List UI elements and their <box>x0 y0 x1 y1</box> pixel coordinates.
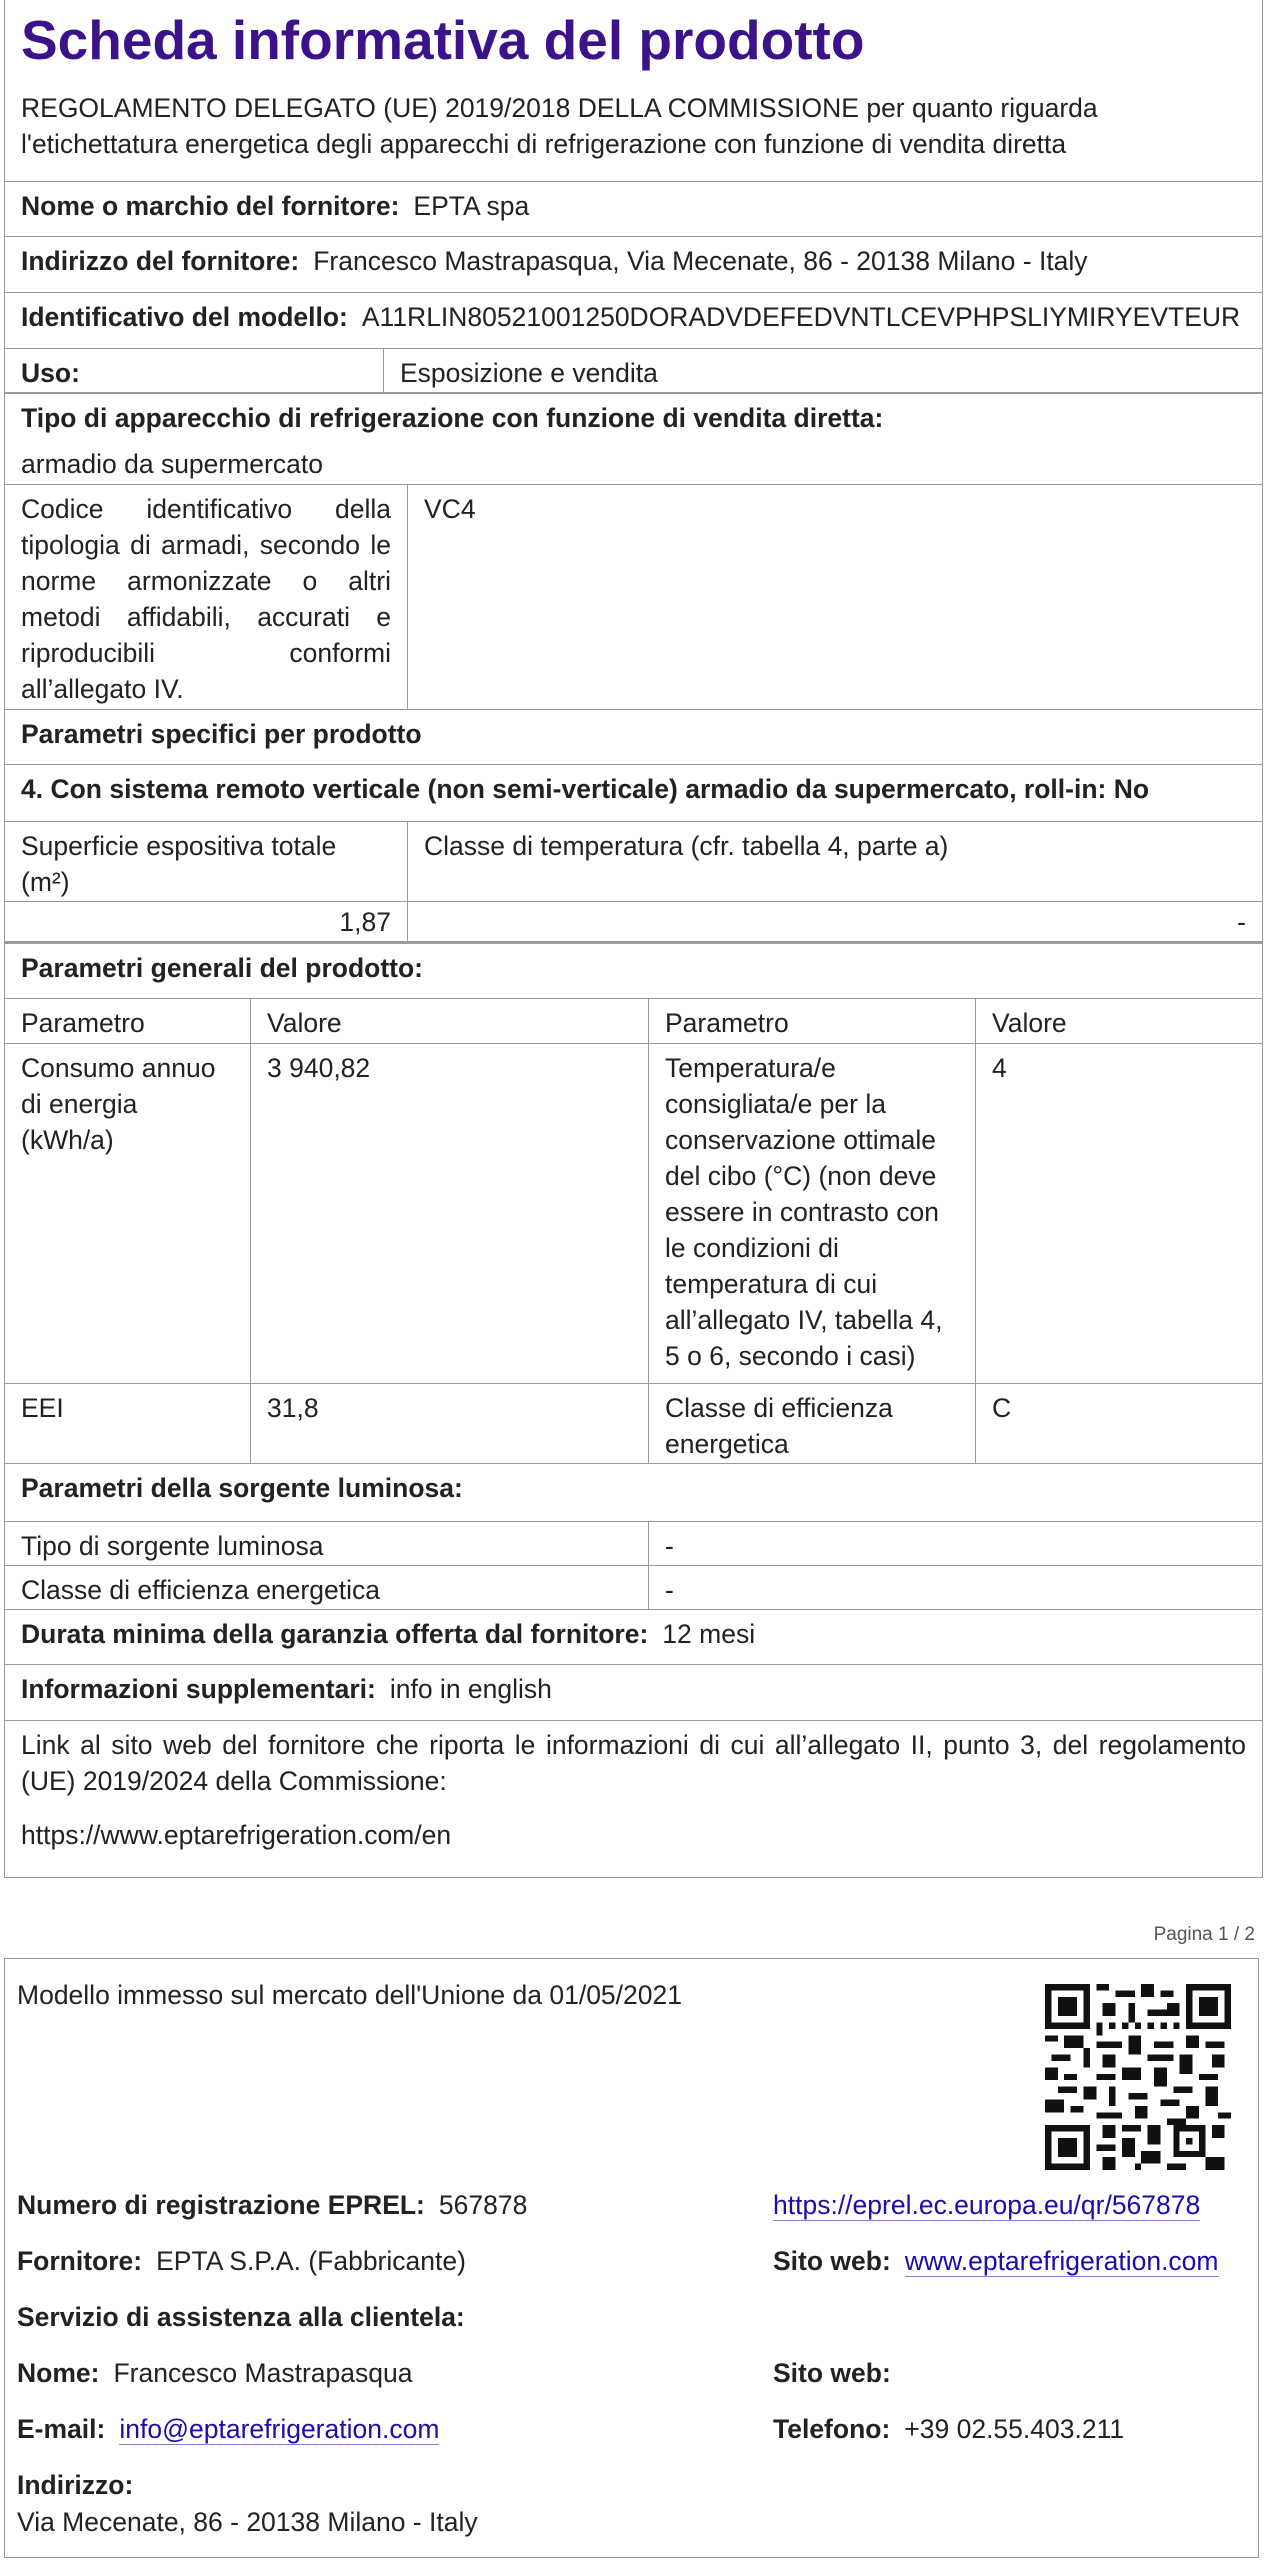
specific-params-header-row <box>5 822 1262 902</box>
supplier-address-label: Indirizzo del fornitore: <box>21 246 300 276</box>
table-cell: 4 <box>975 1044 1262 1383</box>
table-cell: Consumo annuo di energia (kWh/a) <box>21 1053 216 1155</box>
table-row <box>5 1566 1262 1610</box>
product-information-sheet <box>4 0 1263 1878</box>
eprel-link[interactable]: https://eprel.ec.europa.eu/qr/567878 <box>773 2190 1201 2220</box>
specific-params-subheading-row <box>5 765 1262 822</box>
temperature-class-header: Classe di temperatura (cfr. tabella 4, parte a) <box>407 822 1262 901</box>
email-link[interactable]: info@eptarefrigeration.com <box>119 2414 440 2444</box>
eprel-value: 567878 <box>438 2190 528 2220</box>
general-params-header-row <box>5 999 1262 1044</box>
placed-on-market-text: Modello immesso sul mercato dell'Unione da 01/05/2021 <box>17 1980 682 2010</box>
supplier-value: EPTA S.P.A. (Fabbricante) <box>156 2246 466 2276</box>
general-params-heading-row <box>5 944 1262 999</box>
cabinet-code-row <box>5 485 1262 710</box>
weblink-text: Link al sito web del fornitore che riporta le informazioni di cui all’allegato II, punto 3, del regolamento (UE) 2019/2024 della Commissione: <box>21 1730 1246 1796</box>
supplementary-value: info in english <box>389 1674 552 1704</box>
table-header: Valore <box>250 999 648 1043</box>
specific-params-heading-row <box>5 710 1262 765</box>
table-cell: Classe di efficienza energetica <box>21 1575 380 1605</box>
table-header: Parametro <box>21 1008 145 1038</box>
table-cell: - <box>648 1522 1262 1565</box>
supplier-address-row <box>5 237 1262 293</box>
specific-params-value-row <box>5 902 1262 944</box>
light-source-heading: Parametri della sorgente luminosa: <box>21 1473 463 1503</box>
phone-value: +39 02.55.403.211 <box>904 2414 1125 2444</box>
model-identifier-value: A11RLIN80521001250DORADVDEFEDVNTLCEVPHPSLIYMIRYEVTEUR <box>361 302 1241 332</box>
table-row <box>5 1384 1262 1464</box>
address-label: Indirizzo: <box>17 2470 134 2500</box>
warranty-row <box>5 1610 1262 1665</box>
email-label: E-mail: <box>17 2414 106 2444</box>
supplier-name-value: EPTA spa <box>413 191 530 221</box>
table-header: Valore <box>975 999 1262 1043</box>
table-header: Parametro <box>648 999 975 1043</box>
appliance-type-value: armadio da supermercato <box>21 449 323 479</box>
table-cell: EEI <box>21 1393 64 1423</box>
light-source-heading-row <box>5 1464 1262 1522</box>
supplier-website <box>773 2243 1219 2279</box>
eprel-registration <box>17 2187 527 2223</box>
warranty-label: Durata minima della garanzia offerta dal fornitore: <box>21 1619 649 1649</box>
contact-phone <box>773 2411 1124 2447</box>
model-identifier-label: Identificativo del modello: <box>21 302 348 332</box>
specific-params-heading: Parametri specifici per prodotto <box>21 719 422 749</box>
customer-service-heading: Servizio di assistenza alla clientela: <box>17 2302 465 2332</box>
weblink-url[interactable]: https://www.eptarefrigeration.com/en <box>21 1820 452 1850</box>
supplier-label: Fornitore: <box>17 2246 143 2276</box>
table-row <box>5 1044 1262 1384</box>
warranty-value: 12 mesi <box>662 1619 756 1649</box>
table-row <box>5 1522 1262 1566</box>
eprel-label: Numero di registrazione EPREL: <box>17 2190 425 2220</box>
regulation-subtitle: REGOLAMENTO DELEGATO (UE) 2019/2018 DELLA COMMISSIONE per quanto riguarda l'etichettatura energetica degli apparecchi di refrigerazione con funzione di vendita diretta <box>5 80 1262 182</box>
table-cell: - <box>648 1566 1262 1609</box>
table-cell: 3 940,82 <box>250 1044 648 1383</box>
supplier-name-label: Nome o marchio del fornitore: <box>21 191 400 221</box>
weblink-row <box>5 1721 1262 1871</box>
service-website <box>773 2355 905 2391</box>
contact-email <box>17 2411 439 2447</box>
use-row <box>5 349 1262 393</box>
specific-params-subheading: 4. Con sistema remoto verticale (non semi-verticale) armadio da supermercato, roll-in: No <box>21 774 1150 804</box>
appliance-type-label: Tipo di apparecchio di refrigerazione con funzione di vendita diretta: <box>21 403 884 433</box>
website2-label: Sito web: <box>773 2358 891 2388</box>
supplementary-label: Informazioni supplementari: <box>21 1674 376 1704</box>
appliance-type-row <box>5 393 1262 485</box>
use-value: Esposizione e vendita <box>383 349 1262 392</box>
display-area-value: 1,87 <box>339 907 391 937</box>
table-cell: Tipo di sorgente luminosa <box>21 1531 324 1561</box>
use-label: Uso: <box>21 358 80 388</box>
table-cell: C <box>975 1384 1262 1463</box>
table-cell: Temperatura/e consigliata/e per la conservazione ottimale del cibo (°C) (non deve essere in contrasto con le condizioni di temperatura di cui all’allegato IV, tabella 4, 5 o 6, secondo i casi) <box>648 1044 975 1383</box>
supplier-info <box>17 2243 466 2279</box>
phone-label: Telefono: <box>773 2414 891 2444</box>
table-cell: 31,8 <box>250 1384 648 1463</box>
name-label: Nome: <box>17 2358 100 2388</box>
supplier-address-value: Francesco Mastrapasqua, Via Mecenate, 86 - 20138 Milano - Italy <box>313 246 1088 276</box>
supplementary-row <box>5 1665 1262 1721</box>
page-title: Scheda informativa del prodotto <box>21 9 865 71</box>
model-identifier-row <box>5 293 1262 349</box>
qr-code-icon[interactable] <box>1045 1984 1231 2170</box>
table-cell: Classe di efficienza energetica <box>648 1384 975 1463</box>
general-params-heading: Parametri generali del prodotto: <box>21 953 423 983</box>
name-value: Francesco Mastrapasqua <box>113 2358 413 2388</box>
address-value: Via Mecenate, 86 - 20138 Milano - Italy <box>17 2507 478 2537</box>
contact-name <box>17 2355 412 2391</box>
display-area-header: Superficie espositiva totale (m²) <box>21 831 337 897</box>
cabinet-code-label: Codice identificativo della tipologia di armadi, secondo le norme armonizzate o altri metodi affidabili, accurati e riproducibili conformi all’allegato IV. <box>21 494 391 704</box>
temperature-class-value: - <box>407 902 1262 941</box>
cabinet-code-value: VC4 <box>407 485 1262 709</box>
eprel-info-page <box>4 1958 1259 2558</box>
website-link[interactable]: www.eptarefrigeration.com <box>904 2246 1219 2276</box>
supplier-name-row <box>5 182 1262 237</box>
website-label: Sito web: <box>773 2246 891 2276</box>
page-number: Pagina 1 / 2 <box>1153 1924 1255 1945</box>
